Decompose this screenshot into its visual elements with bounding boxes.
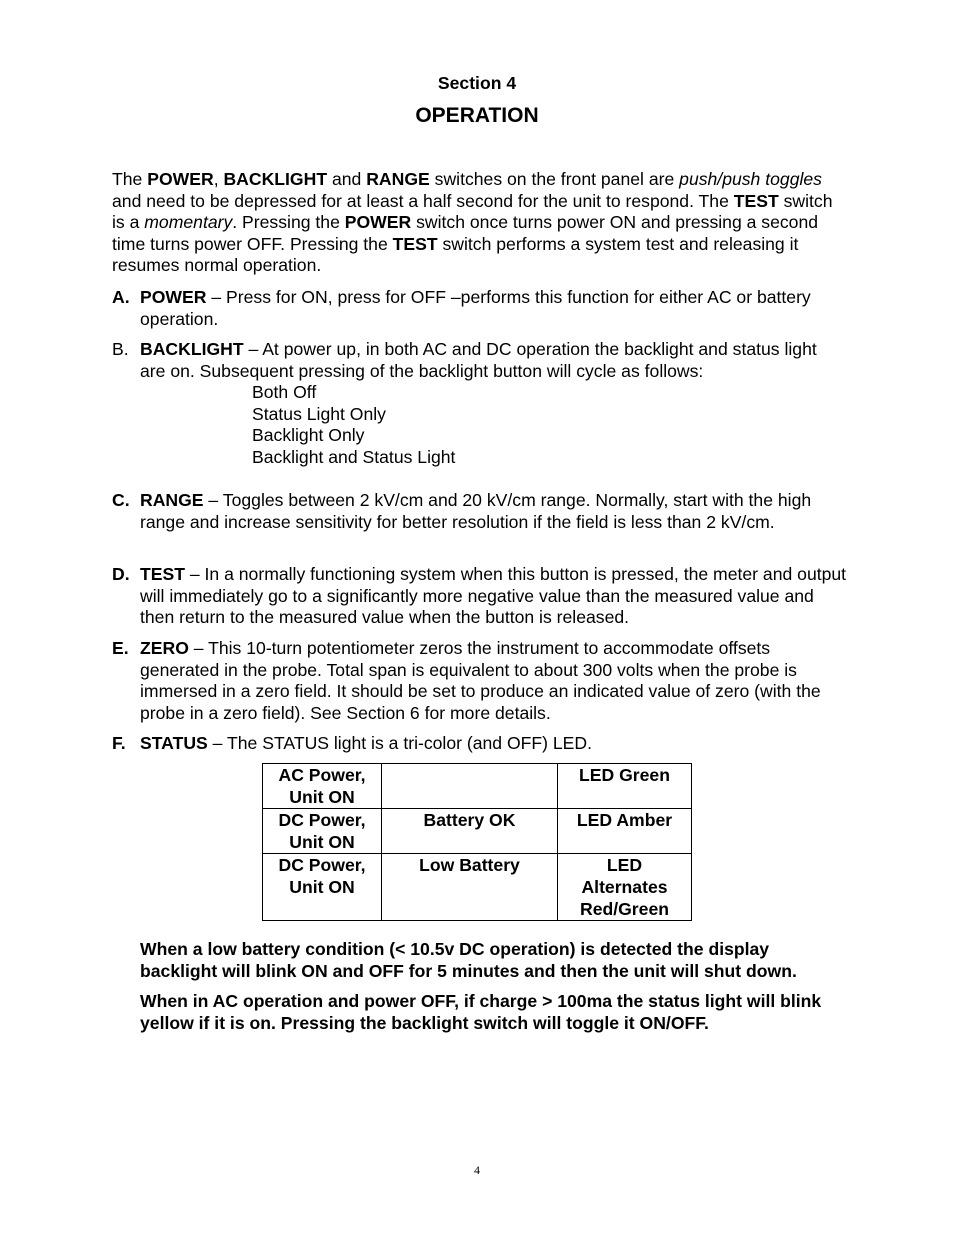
list-item: Backlight Only <box>252 425 365 446</box>
table-row <box>263 854 692 921</box>
led-cell: LED Alternates Red/Green <box>558 854 692 921</box>
page-number: 4 <box>474 1163 480 1177</box>
section-label: Section 4 <box>437 73 517 93</box>
item-range <box>112 490 847 533</box>
item-name: RANGE <box>140 490 204 510</box>
item-label: C. <box>112 490 130 510</box>
intro-paragraph: The POWER, BACKLIGHT and RANGE switches on the front panel are push/push toggles and need to be depressed for at least a half second for the unit to respond. The TEST switch is a momentary. Pressing the POWER switch once turns power ON and pressing a second time turns power OFF. Pressing the TEST switch performs a system test and releasing it resumes normal operation. <box>112 169 833 276</box>
item-power <box>112 287 847 330</box>
power-cell: DC Power, Unit ON <box>263 809 382 854</box>
item-text: – At power up, in both AC and DC operation the backlight and status light are on. Subsequent pressing of the backlight button will cycle as follows: <box>140 339 817 381</box>
item-name: TEST <box>140 564 185 584</box>
list-item: Status Light Only <box>252 403 386 424</box>
list-item: Both Off <box>252 382 317 402</box>
battery-cell: Low Battery <box>382 854 558 921</box>
item-backlight <box>112 339 847 382</box>
item-text: – In a normally functioning system when this button is pressed, the meter and output will immediately go to a significantly more negative value than the measured value and then return to the measured value when the button is released. <box>140 564 847 628</box>
ac-operation-note: When in AC operation and power OFF, if charge > 100ma the status light will blink yellow if it is on. Pressing the backlight switch will toggle it ON/OFF. <box>140 991 822 1033</box>
item-label: B. <box>112 339 129 359</box>
status-led-table <box>262 763 692 921</box>
item-text: – This 10-turn potentiometer zeros the instrument to accommodate offsets generated in the probe. Total span is equivalent to about 300 volts when the probe is immersed in a zero field. It should be set to produce an indicated value of zero (with the probe in a zero field). See Section 6 for more details. <box>140 638 821 723</box>
item-name: STATUS <box>140 733 208 753</box>
item-text: – Toggles between 2 kV/cm and 20 kV/cm range. Normally, start with the high range and increase sensitivity for better resolution if the field is less than 2 kV/cm. <box>140 490 812 532</box>
table-row <box>263 809 692 854</box>
item-label: F. <box>112 733 126 753</box>
list-item: Backlight and Status Light <box>252 446 456 467</box>
item-label: A. <box>112 287 130 307</box>
led-cell: LED Green <box>558 764 692 809</box>
item-name: POWER <box>140 287 207 307</box>
item-status <box>112 733 847 755</box>
power-cell: AC Power, Unit ON <box>263 764 382 809</box>
item-label: D. <box>112 564 130 584</box>
low-battery-note: When a low battery condition (< 10.5v DC operation) is detected the display backlight will blink ON and OFF for 5 minutes and then the unit will shut down. <box>140 939 797 981</box>
backlight-cycle-list <box>252 382 455 468</box>
item-test <box>112 564 847 629</box>
table-row <box>263 764 692 809</box>
item-text: – The STATUS light is a tri-color (and OFF) LED. <box>207 733 593 753</box>
page-title: OPERATION <box>415 104 539 127</box>
item-text: – Press for ON, press for OFF –performs this function for either AC or battery operation. <box>140 287 811 329</box>
item-name: BACKLIGHT <box>140 339 244 359</box>
power-cell: DC Power, Unit ON <box>263 854 382 921</box>
item-name: ZERO <box>140 638 189 658</box>
led-cell: LED Amber <box>558 809 692 854</box>
item-zero <box>112 638 847 724</box>
battery-cell <box>382 764 558 809</box>
battery-cell: Battery OK <box>382 809 558 854</box>
item-label: E. <box>112 638 129 658</box>
